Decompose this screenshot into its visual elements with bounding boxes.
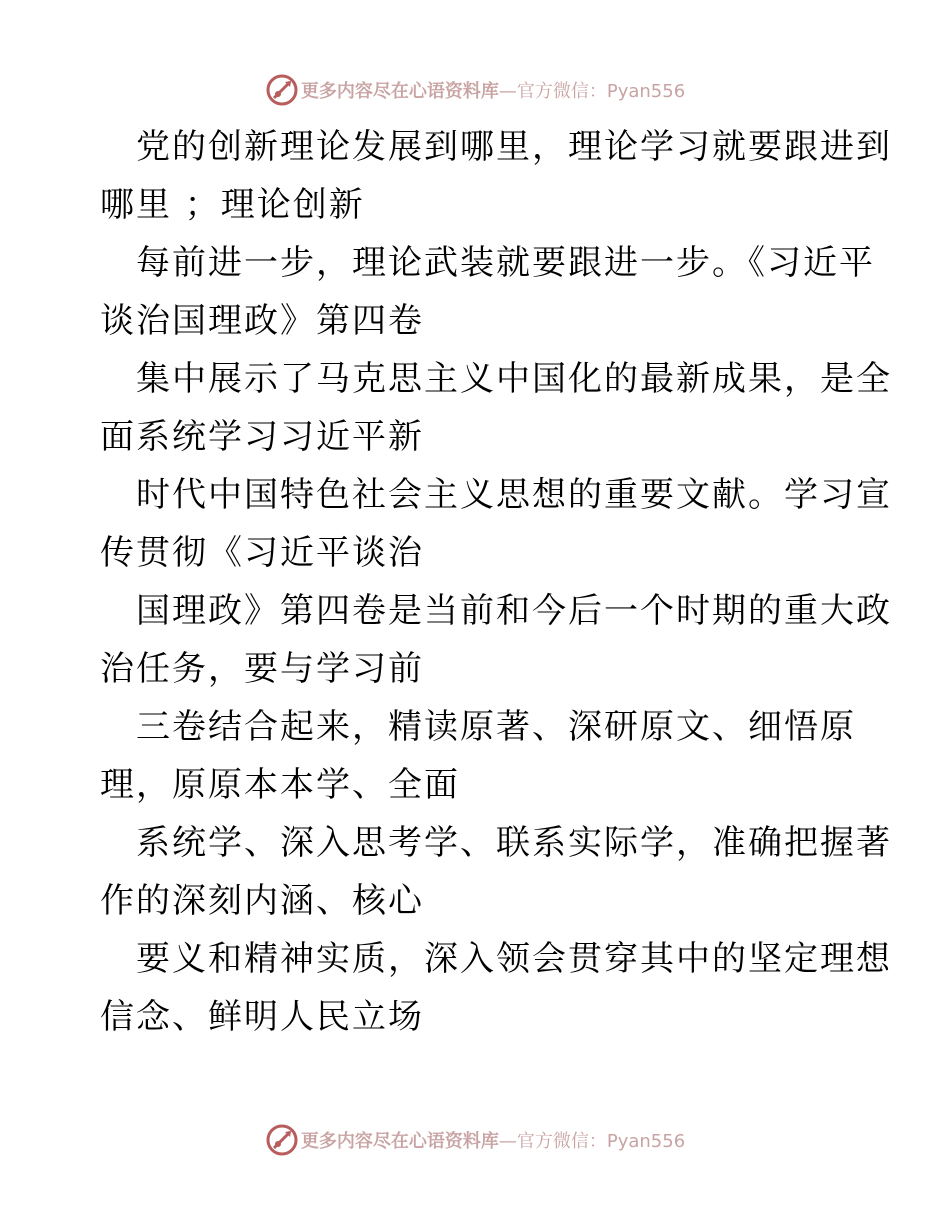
- text-line: 时代中国特色社会主义思想的重要文献。学习宣: [136, 475, 892, 515]
- quill-logo-icon: [265, 1123, 299, 1157]
- paragraph: [100, 698, 860, 814]
- text-line: 要义和精神实质，深入领会贯穿其中的坚定理想: [136, 939, 892, 979]
- text-line: 国理政》第四卷是当前和今后一个时期的重大政: [136, 591, 892, 631]
- text-line: 三卷结合起来，精读原著、深研原文、细悟原: [136, 707, 856, 747]
- quill-logo-icon: [265, 73, 299, 107]
- text-line: 系统学、深入思考学、联系实际学，准确把握著: [136, 823, 892, 863]
- paragraph: [100, 930, 892, 1046]
- header-banner: [0, 70, 950, 110]
- text-line: 治任务，要与学习前: [100, 649, 424, 689]
- document-body: [100, 118, 892, 1046]
- banner-main: 更多内容尽在心语资料库: [300, 1131, 499, 1152]
- text-line: 信念、鲜明人民立场: [100, 997, 424, 1037]
- text-line: 党的创新理论发展到哪里，理论学习就要跟进到: [136, 127, 892, 167]
- paragraph: [100, 466, 892, 582]
- banner-text: [301, 1127, 685, 1153]
- text-line: 哪里 ；理论创新: [100, 185, 365, 225]
- paragraph: [100, 814, 892, 930]
- text-line: 理，原原本本学、全面: [100, 765, 460, 805]
- banner-tail: —官方微信：Pyan556: [498, 81, 686, 102]
- paragraph: [100, 234, 875, 350]
- paragraph: [100, 118, 892, 234]
- banner-tail: —官方微信：Pyan556: [498, 1131, 686, 1152]
- banner-main: 更多内容尽在心语资料库: [300, 81, 499, 102]
- text-line: 传贯彻《习近平谈治: [100, 533, 424, 573]
- text-line: 面系统学习习近平新: [100, 417, 424, 457]
- text-line: 作的深刻内涵、核心: [100, 881, 424, 921]
- text-line: 每前进一步，理论武装就要跟进一步。《习近平: [136, 243, 875, 283]
- text-line: 谈治国理政》第四卷: [100, 301, 424, 341]
- paragraph: [100, 582, 892, 698]
- text-line: 集中展示了马克思主义中国化的最新成果，是全: [136, 359, 892, 399]
- paragraph: [100, 350, 892, 466]
- footer-banner: [0, 1120, 950, 1160]
- banner-text: [301, 77, 685, 103]
